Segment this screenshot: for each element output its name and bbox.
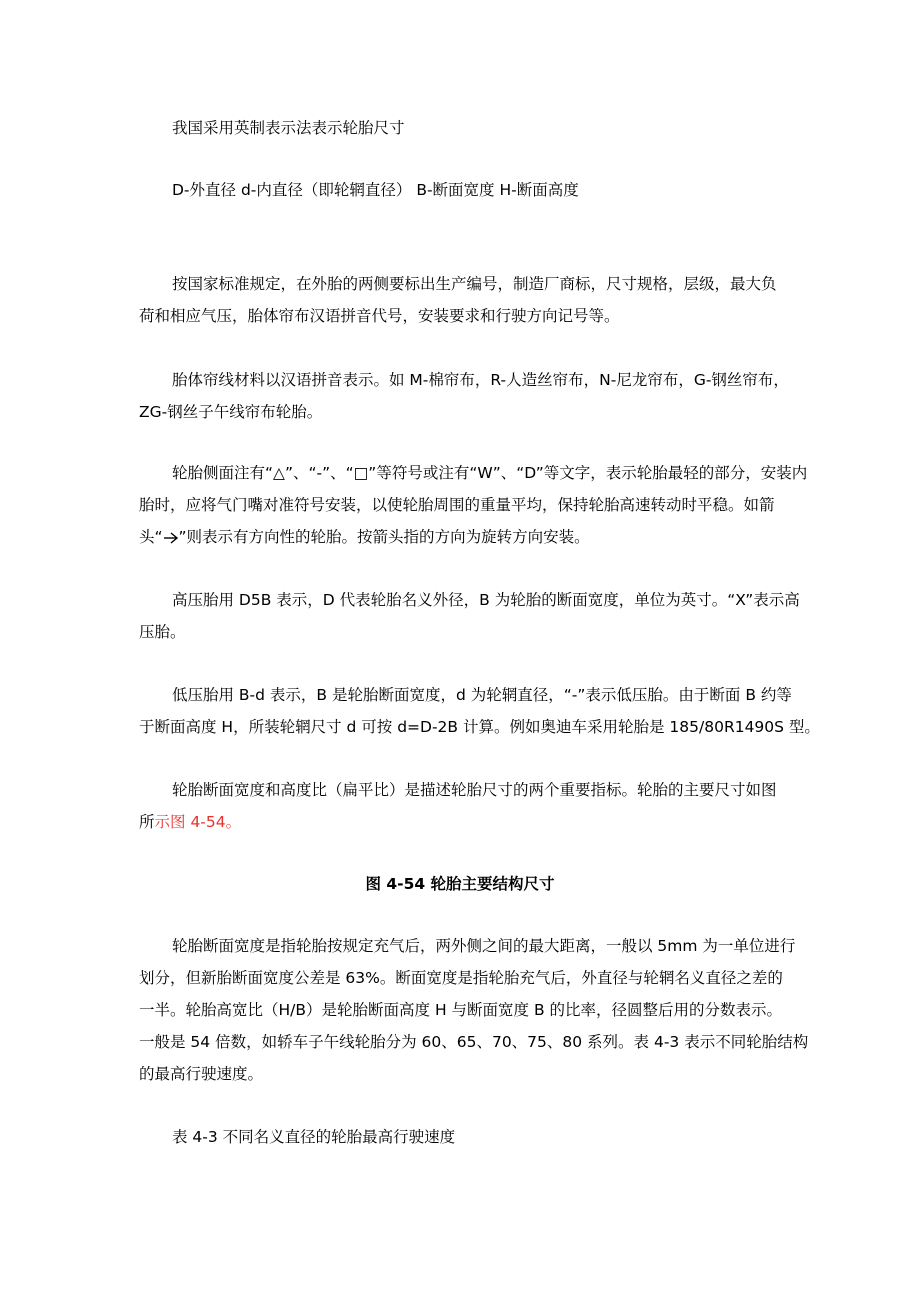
table-caption: 表 4-3 不同名义直径的轮胎最高行驶速度: [172, 1128, 456, 1146]
paragraph-low-pressure-line-1: 低压胎用 B-d 表示，B 是轮胎断面宽度，d 为轮辋直径，“-”表示低压胎。由于断面 B 约等: [172, 686, 792, 704]
paragraph-high-pressure-line-2: 压胎。: [139, 623, 186, 641]
intro-line: 我国采用英制表示法表示轮胎尺寸: [172, 119, 405, 137]
paragraph-width-line-4: 一般是 54 倍数，如轿车子午线轮胎分为 60、65、70、75、80 系列。表 4-3 表示不同轮胎结构: [139, 1033, 809, 1051]
paragraph-width-line-1: 轮胎断面宽度是指轮胎按规定充气后，两外侧之间的最大距离，一般以 5mm 为一单位进行: [172, 937, 796, 955]
paragraph-aspect-ratio-line-2: [139, 812, 241, 832]
paragraph-width-line-3: 一半。轮胎高宽比（H/B）是轮胎断面高度 H 与断面宽度 B 的比率，径圆整后用的分数表示。: [139, 1001, 783, 1019]
marks-line-3-start: 头“: [139, 528, 163, 546]
paragraph-high-pressure-line-1: 高压胎用 D5B 表示，D 代表轮胎名义外径，B 为轮胎的断面宽度，单位为英寸。“X”表示高: [172, 591, 800, 609]
paragraph-aspect-ratio-line-1: 轮胎断面宽度和高度比（扁平比）是描述轮胎尺寸的两个重要指标。轮胎的主要尺寸如图: [172, 781, 777, 799]
paragraph-low-pressure-line-2: 于断面高度 H，所装轮辋尺寸 d 可按 d=D-2B 计算。例如奥迪车采用轮胎是 185/80R1490S 型。: [139, 718, 820, 736]
paragraph-standard-line-2: 荷和相应气压，胎体帘布汉语拼音代号，安装要求和行驶方向记号等。: [139, 307, 620, 325]
aspect-ratio-line-2-start: 所: [139, 813, 155, 831]
right-arrow-icon: [163, 531, 179, 545]
dimension-legend: D-外直径 d-内直径（即轮辋直径） B-断面宽度 H-断面高度: [172, 181, 579, 199]
marks-line-3-end: ”则表示有方向性的轮胎。按箭头指的方向为旋转方向安装。: [178, 528, 590, 546]
paragraph-standard-line-1: 按国家标准规定，在外胎的两侧要标出生产编号，制造厂商标，尺寸规格，层级，最大负: [172, 275, 777, 293]
paragraph-width-line-5: 的最高行驶速度。: [139, 1065, 264, 1083]
paragraph-cord-line-1: 胎体帘线材料以汉语拼音表示。如 M-棉帘布，R-人造丝帘布，N-尼龙帘布，G-钢丝帘布，: [172, 371, 789, 389]
paragraph-width-line-2: 划分，但新胎断面宽度公差是 63%。断面宽度是指轮胎充气后，外直径与轮辋名义直径之差的: [139, 969, 783, 987]
figure-reference-link[interactable]: 示图 4-54。: [154, 813, 242, 831]
paragraph-marks-line-1: 轮胎侧面注有“△”、“-”、“□”等符号或注有“W”、“D”等文字，表示轮胎最轻的部分，安装内: [172, 464, 808, 482]
paragraph-marks-line-2: 胎时，应将气门嘴对准符号安装，以使轮胎周围的重量平均，保持轮胎高速转动时平稳。如箭: [139, 496, 775, 514]
paragraph-cord-line-2: ZG-钢丝子午线帘布轮胎。: [139, 403, 323, 421]
figure-caption: 图 4-54 轮胎主要结构尺寸: [365, 875, 555, 893]
paragraph-marks-line-3: [139, 527, 590, 547]
